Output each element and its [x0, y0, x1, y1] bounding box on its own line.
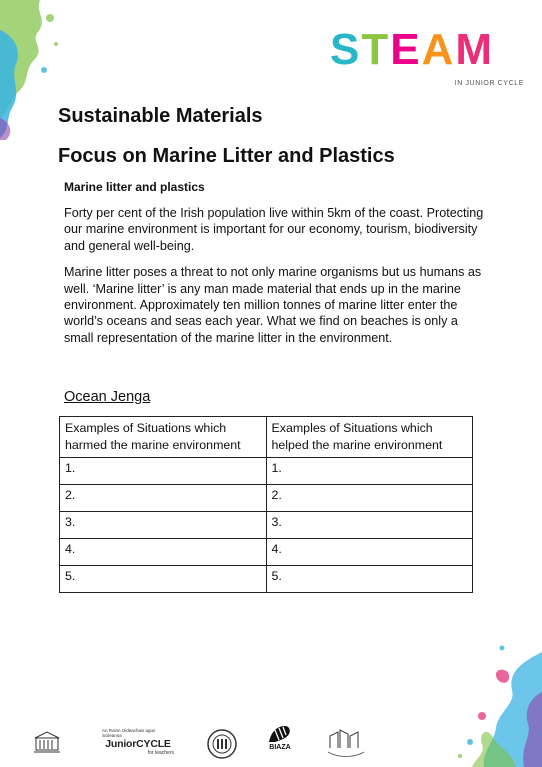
activity-title: Ocean Jenga — [64, 389, 151, 405]
partner-logos — [30, 722, 390, 762]
junior-cycle-tagline: An Roinn Oideachais agus Scileanna — [102, 728, 156, 738]
logo-subtitle: IN JUNIOR CYCLE — [454, 80, 524, 87]
table-header-row — [60, 417, 473, 458]
column-header-helped: Examples of Situations which helped the marine environment — [266, 417, 473, 458]
biaza-name: BIAZA — [269, 744, 291, 751]
junior-cycle-logo — [102, 728, 174, 756]
situations-table — [59, 416, 473, 593]
table-row — [60, 458, 473, 485]
government-building-logo — [34, 730, 60, 754]
table-cell[interactable]: 2. — [266, 485, 473, 512]
table-cell[interactable]: 3. — [266, 512, 473, 539]
logo-letter-t: T — [361, 25, 391, 74]
steam-logo — [330, 25, 530, 90]
table-row — [60, 566, 473, 593]
logo-letter-s: S — [330, 25, 362, 74]
logo-letter-a: A — [421, 25, 456, 74]
table-cell[interactable]: 1. — [60, 458, 267, 485]
column-header-harmed: Examples of Situations which harmed the marine environment — [60, 417, 267, 458]
biaza-logo — [262, 724, 298, 751]
zebra-icon — [267, 724, 293, 744]
logo-letter-m: M — [455, 25, 495, 74]
intro-section — [64, 180, 484, 356]
table-cell[interactable]: 5. — [60, 566, 267, 593]
logo-letter-e: E — [390, 25, 422, 74]
circular-emblem-logo — [206, 728, 238, 760]
junior-cycle-sub: for teachers — [147, 750, 174, 756]
table-cell[interactable]: 4. — [266, 539, 473, 566]
table-cell[interactable]: 1. — [266, 458, 473, 485]
section-heading: Marine litter and plastics — [64, 180, 205, 194]
table-row — [60, 485, 473, 512]
table-row — [60, 539, 473, 566]
aquarium-logo — [326, 726, 366, 760]
intro-paragraph-1: Forty per cent of the Irish population live within 5km of the coast. Protecting our marine environment is important for our economy, tourism, biodiversity and general well-being. — [64, 206, 484, 253]
junior-cycle-name: JuniorCYCLE — [105, 738, 171, 750]
table-cell[interactable]: 2. — [60, 485, 267, 512]
page-title: Sustainable Materials — [58, 105, 263, 127]
page-subtitle: Focus on Marine Litter and Plastics — [58, 145, 395, 167]
intro-paragraph-2: Marine litter poses a threat to not only marine organisms but us humans as well. ‘Marine litter’ is any man made material that ends up in the marine environment. Approximately ten million tonnes of marine litter enter the world’s oceans and seas each year. What we find on beaches is only a small representation of the marine litter in the environment. — [64, 265, 482, 345]
table-cell[interactable]: 4. — [60, 539, 267, 566]
table-cell[interactable]: 3. — [60, 512, 267, 539]
table-cell[interactable]: 5. — [266, 566, 473, 593]
table-row — [60, 512, 473, 539]
steam-wordmark — [330, 25, 530, 74]
paint-splash-decoration-bottom — [412, 632, 542, 767]
